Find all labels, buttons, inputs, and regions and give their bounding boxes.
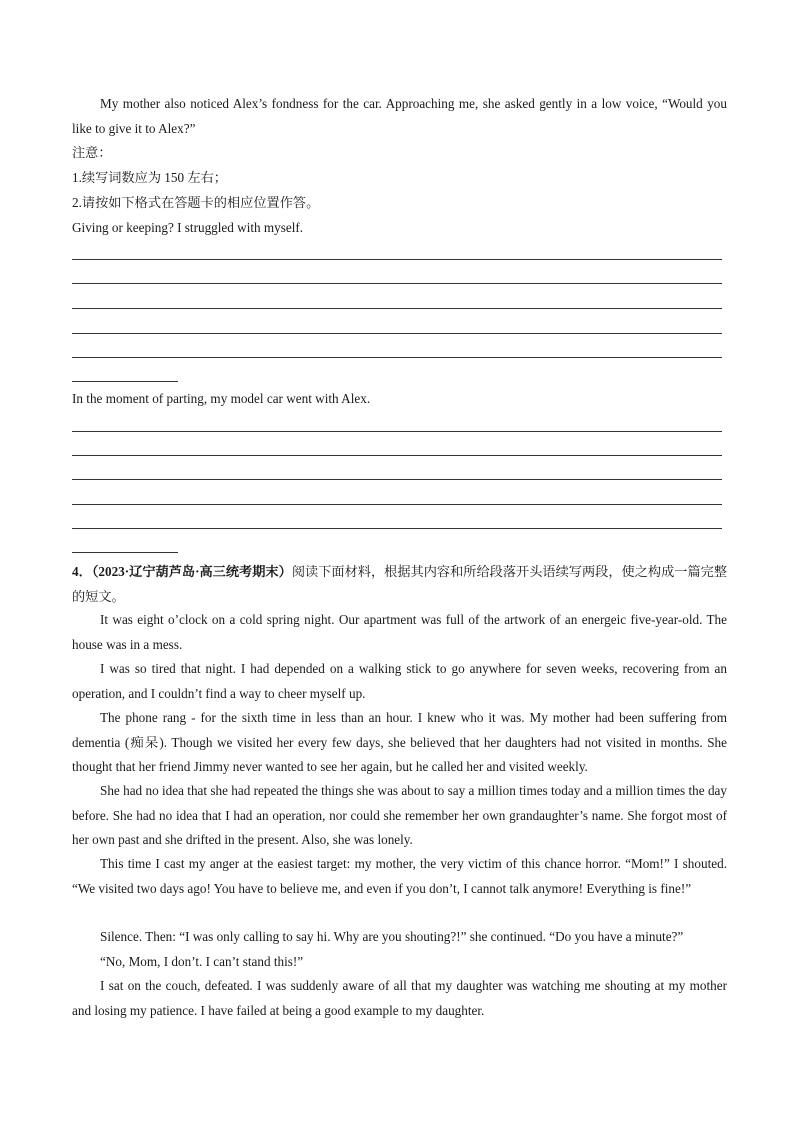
answer-line-short	[72, 552, 178, 553]
question-source: （2023·辽宁葫芦岛·高三统考期末）	[91, 564, 292, 579]
note-title: 注意：	[72, 145, 112, 160]
story-paragraph: The phone rang - for the sixth time in less than an hour. I knew who it was. My mother had been suffering from dementia (痴呆). Though we visited her every few days, she believed that her daughters had not visited in months. She thought that her friend Jimmy never wanted to see her again, but he called her and visited weekly.	[72, 710, 727, 774]
story-paragraph: I sat on the couch, defeated. I was suddenly aware of all that my daughter was watching me shouting at my mother and losing my patience. I have failed at being a good example to my daughter.	[72, 978, 727, 1018]
answer-line	[72, 308, 722, 309]
question-number: 4．	[72, 564, 92, 579]
answer-line	[72, 455, 722, 456]
note-item-1: 1.续写词数应为 150 左右；	[72, 170, 227, 185]
paragraph-opener-1: Giving or keeping? I struggled with myself.	[72, 220, 304, 235]
story-paragraph: It was eight o’clock on a cold spring night. Our apartment was full of the artwork of an energeic five-year-old. The house was in a mess.	[72, 612, 727, 652]
answer-line	[72, 431, 722, 432]
story-paragraph: This time I cast my anger at the easiest target: my mother, the very victim of this chance horror. “Mom!” I shouted. “We visited two days ago! You have to believe me, and even if you don’t, I cannot talk anymore! Everything is fine!”	[72, 856, 727, 896]
story-paragraph-ending: My mother also noticed Alex’s fondness for the car. Approaching me, she asked gently in a low voice, “Would you like to give it to Alex?”	[72, 96, 727, 136]
note-item-2: 2.请按如下格式在答题卡的相应位置作答。	[72, 195, 320, 210]
answer-line	[72, 479, 722, 480]
answer-line	[72, 504, 722, 505]
answer-line	[72, 333, 722, 334]
story-paragraph: Silence. Then: “I was only calling to say hi. Why are you shouting?!” she continued. “Do you have a minute?”	[100, 929, 684, 944]
question-4-header	[72, 560, 727, 609]
paragraph-opener-2: In the moment of parting, my model car went with Alex.	[72, 391, 371, 406]
story-paragraph: “No, Mom, I don’t. I can’t stand this!”	[100, 954, 304, 969]
story-paragraph: I was so tired that night. I had depended on a walking stick to go anywhere for seven weeks, recovering from an operation, and I couldn’t find a way to cheer myself up.	[72, 661, 727, 701]
story-paragraph: She had no idea that she had repeated the things she was about to say a million times today and a million times the day before. She had no idea that I had an operation, nor could she remember her own grandaughter’s name. She forgot most of her own past and she drifted in the present. Also, she was lonely.	[72, 783, 727, 847]
answer-line	[72, 357, 722, 358]
answer-line-short	[72, 381, 178, 382]
answer-line	[72, 283, 722, 284]
question-instruction: 阅读下面材料，根据其内容和所给段落开头语续写两段，使之构成一篇完整的短文。	[72, 564, 728, 604]
answer-line	[72, 259, 722, 260]
answer-line	[72, 528, 722, 529]
